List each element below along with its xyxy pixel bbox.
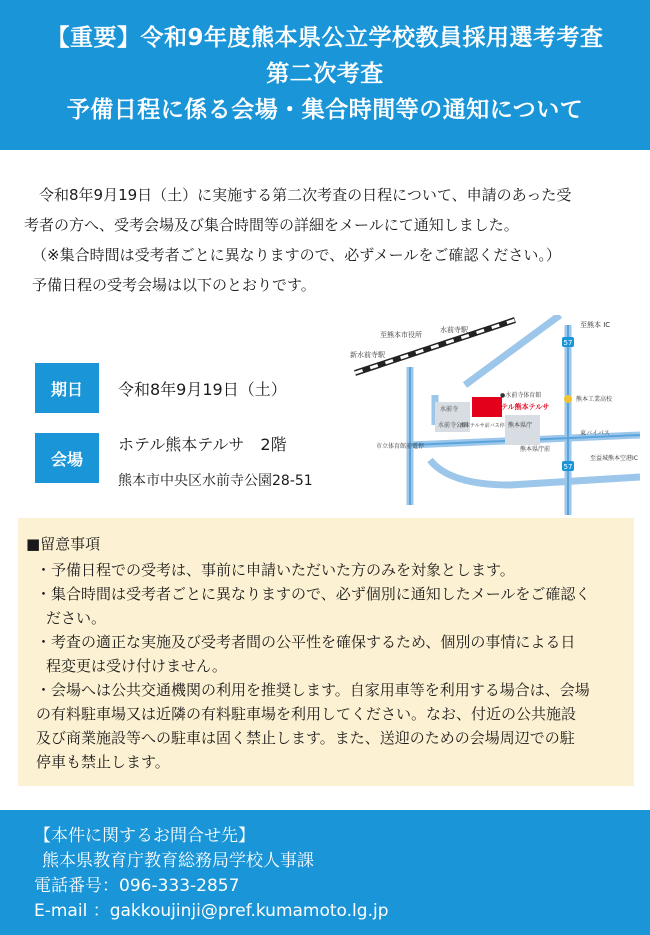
contact-email: E-mail ：gakkoujinji@pref.kumamoto.lg.jp [34,901,389,921]
intro-paragraph-3: （※集合時間は受考者ごとに異なりますので、必ずメールをご確認ください。） [32,246,561,264]
title-line-1: 【重要】令和9年度熊本県公立学校教員採用選考考査 [46,25,604,51]
note-item: ・集合時間は受考者ごとに異なりますので、必ず個別に通知したメールをご確認く ださい。 [36,585,591,627]
note-item: ・会場へは公共交通機関の利用を推奨します。自家用車等を利用する場合は、会場 の有料駐車場又は近隣の有料駐車場を利用してください。なお、付近の公共施設 及び商業施設等への駐車は固く禁止します。また、送迎のための会場周辺での駐 停車も禁止します。 [36,681,590,771]
map-label-tram: 市立体育館前電停 [376,443,425,450]
note-item: ・予備日程での受考は、事前に申請いただいた方のみを対象とします。 [36,561,515,579]
pref-office-block [505,415,540,445]
venue-address: 熊本市中央区水前寺公園28-51 [118,473,313,489]
notes-title: ■留意事項 [26,535,101,553]
title-line-3: 予備日程に係る会場・集合時間等の通知について [66,97,584,123]
contact-phone: 電話番号：096-333-2857 [34,876,240,896]
map-label-to-east-ic: 至益城熊本空港IC [590,455,638,462]
note-item: ・考査の適正な実施及び受考者間の公平性を確保するため、個別の事情による日 程変更は受け付けません。 [36,633,576,675]
notes-box [18,518,634,786]
map-label-bypass: 東バイパス [580,430,610,437]
map-label-park: 水前寺公園 [438,422,469,429]
route-marker-2 [562,461,574,471]
map-label-school: 熊本工業高校 [576,396,613,403]
svg-text:57: 57 [563,463,573,471]
intro-text [24,180,634,300]
map-label-city-hall: 至熊本市役所 [380,331,422,339]
map-label-hotel: ホテル熊本テルサ [494,403,550,411]
contact-footer [0,810,650,935]
contact-title: 【本件に関するお問合せ先】 [34,826,255,846]
map-label-gym: ●水前寺体育館 [500,392,542,399]
date-label: 期日 [35,363,99,413]
map-label-suizenji-station: 水前寺駅 [440,326,468,334]
map-label-bus-stop: 熊本テルサ前バス停 [460,423,505,429]
map-label-pref-east: 熊本県庁前 [520,446,551,453]
header-banner [0,0,650,150]
map-label-to-ic: 至熊本 IC [580,321,611,329]
venue-label: 会場 [35,433,99,483]
venue-map [340,315,640,515]
route-marker-1 [562,337,574,347]
contact-department: 熊本県教育庁教育総務局学校人事課 [42,851,314,871]
intro-paragraph-2: 考者の方へ、受考会場及び集合時間等の詳細をメールにて通知しました。 [24,216,519,234]
intro-paragraph-4: 予備日程の受考会場は以下のとおりです。 [32,276,316,294]
venue-value: ホテル熊本テルサ 2階 [118,435,287,454]
map-label-park-short: 水前寺 [440,406,459,413]
svg-text:57: 57 [563,339,573,347]
map-label-pref-office: 熊本県庁 [508,422,533,429]
intro-paragraph-1: 令和8年9月19日（土）に実施する第二次考査の日程について、申請のあった受 [39,186,572,204]
map-label-shinsuizenji-station: 新水前寺駅 [350,351,385,359]
traffic-light-icon [564,395,572,403]
title-line-2: 第二次考査 [266,61,384,87]
date-value: 令和8年9月19日（土） [118,380,287,399]
